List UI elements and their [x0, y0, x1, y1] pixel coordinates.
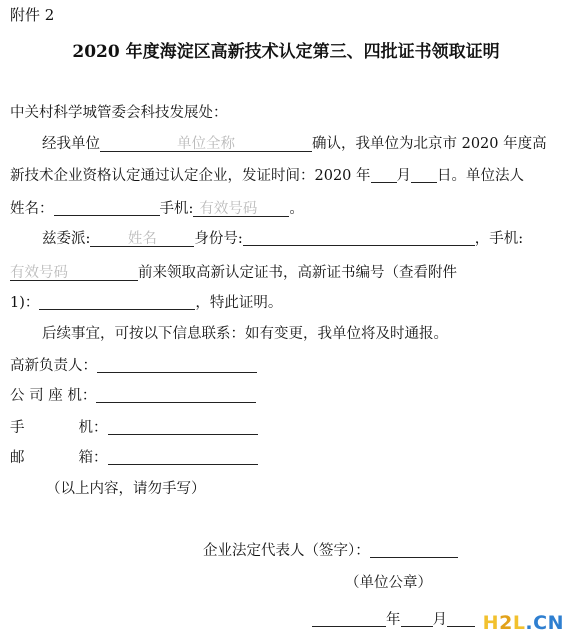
document-title: 2020 年度海淀区高新技术认定第三、四批证书领取证明: [72, 42, 500, 62]
mailbox-label-2: 箱：: [78, 450, 108, 466]
legal-rep-signature-blank[interactable]: [370, 541, 458, 558]
hitech-manager-label: 高新负责人：: [10, 358, 97, 374]
signature-date: [312, 610, 475, 630]
p1-month-label: 月: [396, 168, 412, 184]
contact-hitech-manager: [10, 356, 257, 376]
p2-line-2: [10, 263, 457, 283]
mailbox-label-1: 邮: [10, 450, 25, 466]
sign-day-blank[interactable]: [447, 610, 475, 627]
recipient-line: 中关村科学城管委会科技发展处：: [10, 105, 228, 121]
delegate-name-field[interactable]: [90, 229, 194, 247]
sign-month-label: 月: [432, 612, 447, 628]
id-number-blank[interactable]: [243, 229, 475, 246]
contact-company-phone: [10, 386, 256, 406]
p2-line-3: [10, 293, 282, 313]
company-name-placeholder: 单位全称: [177, 136, 235, 152]
legal-rep-label: 企业法定代表人（签字）：: [203, 543, 370, 559]
p1-line-1: [42, 134, 547, 154]
handwrite-note: （以上内容，请勿手写）: [46, 481, 206, 497]
sign-year-blank[interactable]: [312, 610, 386, 627]
p2-line3-start: 1)：: [10, 295, 40, 311]
p1-day-label: 日。单位法人: [437, 168, 525, 184]
legal-phone-field[interactable]: [193, 199, 289, 217]
mobile-label-1: 手: [10, 420, 25, 436]
sign-month-blank[interactable]: [401, 610, 433, 627]
legal-name-blank[interactable]: [54, 199, 160, 216]
mobile-label-2: 机：: [78, 420, 108, 436]
p3-line: 后续事宜，可按以下信息联系：如有变更，我单位将及时通报。: [42, 326, 448, 342]
p1-after-company: 确认，我单位为北京市 2020 年度高: [312, 136, 547, 152]
p2-lead: 兹委派:: [42, 231, 91, 247]
mobile-blank[interactable]: [108, 418, 258, 435]
day-blank[interactable]: [411, 166, 437, 183]
p2-collect-text: 前来领取高新认定证书，高新证书编号（查看附件: [138, 265, 457, 281]
delegate-phone-placeholder: 有效号码: [10, 265, 68, 281]
id-number-label: 身份号:: [194, 231, 243, 247]
contact-mobile: [10, 418, 258, 438]
p1-issue-date-text: 新技术企业资格认定通过认定企业，发证时间：2020 年: [10, 168, 371, 184]
delegate-name-placeholder: 姓名: [127, 231, 157, 247]
p1-line-2: [10, 166, 524, 186]
company-name-field[interactable]: [100, 134, 312, 152]
p2-line-1: [42, 229, 523, 249]
p2-line3-end: ，特此证明。: [195, 295, 283, 311]
legal-phone-placeholder: 有效号码: [199, 201, 258, 217]
mailbox-blank[interactable]: [108, 448, 258, 465]
contact-mailbox: [10, 448, 258, 468]
p1-end-mark: 。: [289, 201, 304, 217]
attachment-label: 附件 2: [10, 6, 55, 24]
delegate-phone-field[interactable]: [10, 263, 138, 281]
p1-line-3: [10, 199, 304, 219]
certificate-number-blank[interactable]: [39, 293, 195, 310]
delegate-phone-label: ，手机:: [474, 231, 524, 247]
company-phone-label: 公 司 座 机：: [10, 388, 97, 404]
legal-rep-signature: [203, 541, 458, 561]
legal-name-label: 姓名：: [10, 201, 54, 217]
hitech-manager-blank[interactable]: [97, 356, 257, 373]
legal-phone-label: 手机:: [159, 201, 194, 217]
p1-lead: 经我单位: [42, 136, 100, 152]
sign-year-label: 年: [386, 612, 401, 628]
company-phone-blank[interactable]: [96, 386, 256, 403]
month-blank[interactable]: [371, 166, 397, 183]
seal-label: （单位公章）: [345, 575, 432, 591]
h2l-watermark-logo: H2L.CN: [482, 612, 564, 634]
